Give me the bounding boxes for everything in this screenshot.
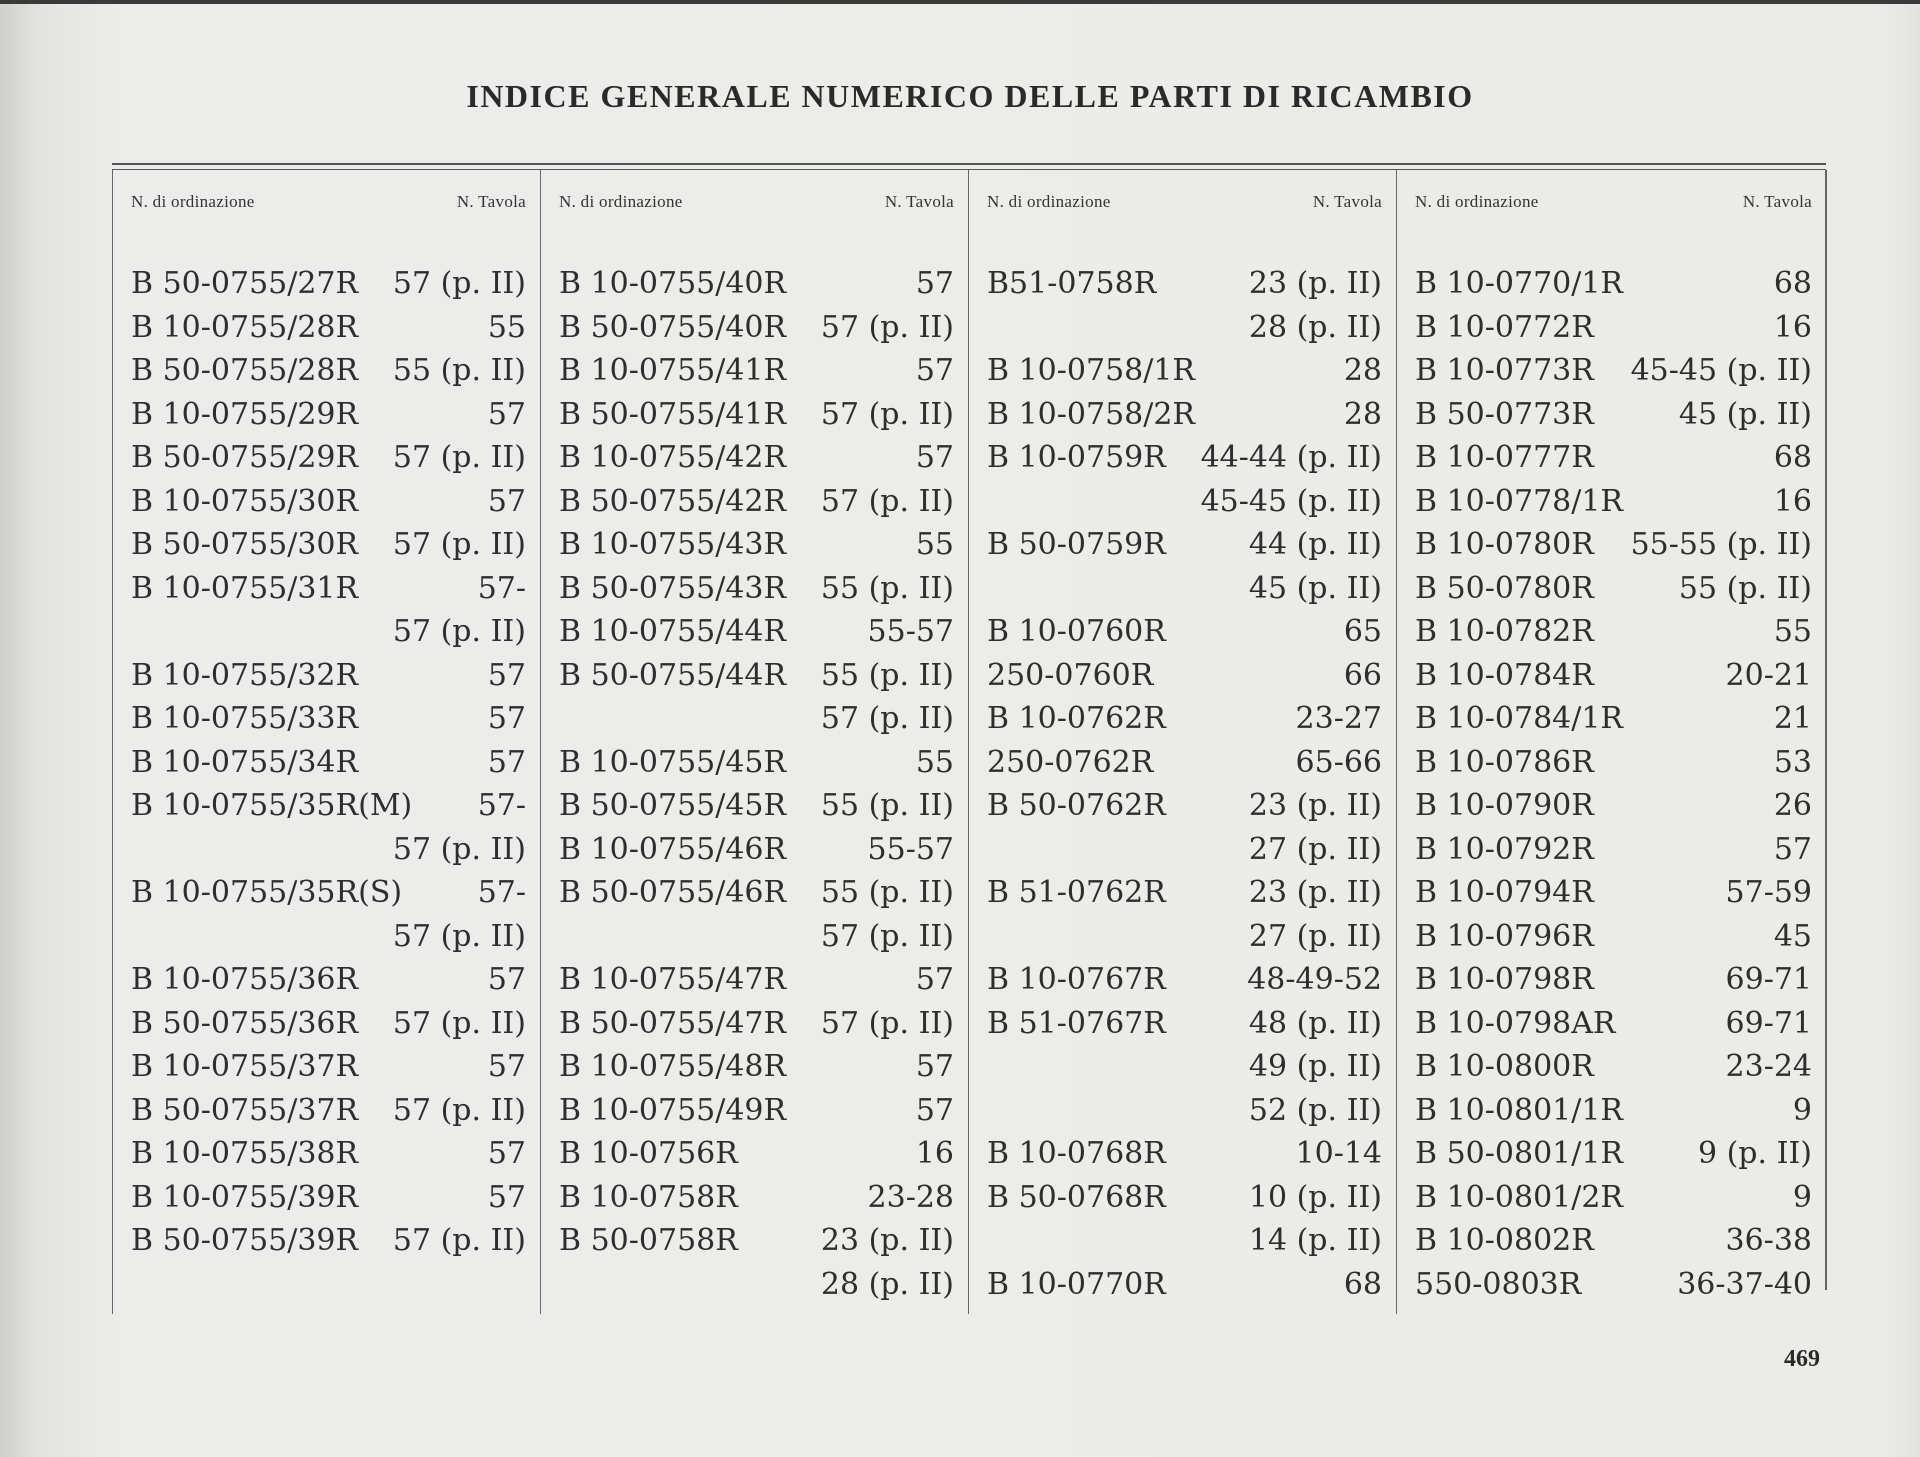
tavola-number: 26 xyxy=(1773,788,1812,823)
order-number: B 10-0755/33R xyxy=(131,701,359,736)
order-number: B 10-0770/1R xyxy=(1415,266,1624,301)
table-row xyxy=(1397,828,1826,872)
order-number: B 50-0755/39R xyxy=(131,1223,359,1258)
column-rows xyxy=(1397,262,1826,1306)
table-row xyxy=(969,958,1396,1002)
tavola-number: 57 (p. II) xyxy=(820,918,954,954)
table-row xyxy=(1397,741,1826,785)
order-number: B 10-0755/42R xyxy=(559,440,787,475)
tavola-number: 55 (p. II) xyxy=(820,570,954,606)
table-row xyxy=(1397,1002,1826,1046)
order-number: B 10-0758/1R xyxy=(987,353,1196,388)
tavola-number: 57 xyxy=(915,440,954,475)
table-row xyxy=(1397,654,1826,698)
table-row xyxy=(1397,436,1826,480)
order-number: 250-0760R xyxy=(987,657,1154,693)
table-row xyxy=(969,393,1396,437)
tavola-number: 65 xyxy=(1343,614,1382,649)
order-number: 550-0803R xyxy=(1415,1266,1582,1302)
order-number: B 10-0758/2R xyxy=(987,396,1196,432)
order-number: B 10-0778/1R xyxy=(1415,483,1624,519)
order-number: B 50-0755/37R xyxy=(131,1092,359,1128)
order-number: B 10-0755/32R xyxy=(131,657,359,693)
order-number: B 50-0755/29R xyxy=(131,440,359,475)
table-row xyxy=(541,1132,968,1176)
order-number: B 10-0767R xyxy=(987,962,1166,997)
index-column-3 xyxy=(968,170,1396,1314)
order-number: B 10-0759R xyxy=(987,440,1166,475)
table-row xyxy=(113,784,540,828)
table-row xyxy=(541,349,968,393)
table-row xyxy=(113,654,540,698)
table-row xyxy=(541,784,968,828)
tavola-number: 45-45 (p. II) xyxy=(1630,353,1812,388)
tavola-number: 23 (p. II) xyxy=(1248,875,1382,910)
tavola-number: 57 (p. II) xyxy=(392,527,526,562)
order-number: B 10-0768R xyxy=(987,1136,1166,1171)
table-row xyxy=(541,436,968,480)
table-row xyxy=(113,436,540,480)
tavola-number: 48 (p. II) xyxy=(1248,1005,1382,1041)
tavola-number: 68 xyxy=(1773,266,1812,301)
tavola-number: 57- xyxy=(477,788,526,823)
table-row xyxy=(541,915,968,959)
table-row xyxy=(969,1176,1396,1220)
table-row xyxy=(113,610,540,654)
order-number: B 51-0767R xyxy=(987,1005,1166,1041)
tavola-number: 57 xyxy=(915,353,954,388)
order-number: B 10-0801/1R xyxy=(1415,1092,1624,1128)
table-row xyxy=(1397,1132,1826,1176)
table-row xyxy=(541,654,968,698)
order-number: B 10-0755/48R xyxy=(559,1049,787,1084)
table-row xyxy=(113,523,540,567)
tavola-number: 44-44 (p. II) xyxy=(1200,440,1382,475)
tavola-number: 57 xyxy=(915,1049,954,1084)
order-number: B 50-0768R xyxy=(987,1179,1166,1215)
table-row xyxy=(541,828,968,872)
order-number: B 10-0755/45R xyxy=(559,744,787,780)
table-row xyxy=(969,871,1396,915)
tavola-number: 10 (p. II) xyxy=(1248,1179,1382,1215)
order-number: B 10-0784/1R xyxy=(1415,701,1624,736)
tavola-number: 28 (p. II) xyxy=(1248,309,1382,345)
table-row xyxy=(541,741,968,785)
order-number: B 50-0755/47R xyxy=(559,1005,787,1041)
order-number: B 10-0755/35R(M) xyxy=(131,788,413,823)
table-row xyxy=(1397,697,1826,741)
order-number: B 10-0773R xyxy=(1415,353,1594,388)
order-number: B 10-0755/30R xyxy=(131,483,359,519)
tavola-number: 23 (p. II) xyxy=(1248,266,1382,301)
table-row xyxy=(1397,262,1826,306)
tavola-number: 23-24 xyxy=(1725,1049,1812,1084)
table-row xyxy=(541,871,968,915)
table-row xyxy=(969,1089,1396,1133)
tavola-number: 57 (p. II) xyxy=(820,1005,954,1041)
order-number: B 10-0755/36R xyxy=(131,962,359,997)
table-row xyxy=(1397,349,1826,393)
table-row xyxy=(113,1089,540,1133)
table-row xyxy=(969,567,1396,611)
tavola-number: 16 xyxy=(1773,483,1812,519)
order-number: B 10-0755/47R xyxy=(559,962,787,997)
table-row xyxy=(1397,1176,1826,1220)
tavola-number: 57 (p. II) xyxy=(392,266,526,301)
order-number: B 10-0790R xyxy=(1415,788,1594,823)
tavola-number: 52 (p. II) xyxy=(1248,1092,1382,1128)
order-number: B 10-0755/29R xyxy=(131,396,359,432)
table-row xyxy=(541,1219,968,1263)
table-row xyxy=(541,480,968,524)
tavola-number: 69-71 xyxy=(1725,1005,1812,1041)
order-number: B 10-0755/40R xyxy=(559,266,787,301)
header-tavola-label: N. Tavola xyxy=(456,192,526,211)
order-number: B 10-0770R xyxy=(987,1266,1166,1302)
order-number: B 10-0772R xyxy=(1415,309,1594,345)
header-code-label: N. di ordinazione xyxy=(131,192,255,211)
tavola-number: 55-57 xyxy=(867,831,954,867)
order-number: B 50-0755/41R xyxy=(559,396,787,432)
header-code-label: N. di ordinazione xyxy=(559,192,683,211)
header-tavola-label: N. Tavola xyxy=(1312,192,1382,211)
table-row xyxy=(969,1132,1396,1176)
tavola-number: 57 xyxy=(1773,831,1812,867)
table-row xyxy=(541,262,968,306)
tavola-number: 10-14 xyxy=(1295,1136,1382,1171)
table-row xyxy=(969,610,1396,654)
order-number: B 50-0755/40R xyxy=(559,309,787,345)
tavola-number: 69-71 xyxy=(1725,962,1812,997)
header-tavola-label: N. Tavola xyxy=(884,192,954,211)
tavola-number: 57 (p. II) xyxy=(392,918,526,954)
tavola-number: 57 xyxy=(487,483,526,519)
table-right-border xyxy=(1825,170,1827,1290)
table-row xyxy=(1397,480,1826,524)
index-column-1 xyxy=(112,170,540,1314)
table-row xyxy=(969,828,1396,872)
order-number: B 10-0755/39R xyxy=(131,1179,359,1215)
table-row xyxy=(113,1132,540,1176)
tavola-number: 16 xyxy=(915,1136,954,1171)
order-number: B 10-0755/41R xyxy=(559,353,787,388)
table-row xyxy=(541,610,968,654)
tavola-number: 28 xyxy=(1343,353,1382,388)
tavola-number: 57 xyxy=(487,657,526,693)
tavola-number: 48-49-52 xyxy=(1247,962,1382,997)
column-rows xyxy=(113,262,540,1263)
tavola-number: 57 (p. II) xyxy=(392,614,526,649)
tavola-number: 23-28 xyxy=(867,1179,954,1215)
tavola-number: 23 (p. II) xyxy=(820,1223,954,1258)
table-row xyxy=(1397,1045,1826,1089)
order-number: B 10-0798R xyxy=(1415,962,1594,997)
tavola-number: 55 xyxy=(915,744,954,780)
parts-index-table xyxy=(112,170,1826,1314)
tavola-number: 57 (p. II) xyxy=(392,1223,526,1258)
table-row xyxy=(541,1002,968,1046)
table-row xyxy=(113,958,540,1002)
tavola-number: 55 xyxy=(1773,614,1812,649)
table-row xyxy=(1397,393,1826,437)
header-code-label: N. di ordinazione xyxy=(987,192,1111,211)
table-row xyxy=(969,306,1396,350)
table-row xyxy=(969,436,1396,480)
table-row xyxy=(969,1002,1396,1046)
table-row xyxy=(541,393,968,437)
order-number: B 50-0755/30R xyxy=(131,527,359,562)
order-number: B 51-0762R xyxy=(987,875,1166,910)
table-row xyxy=(113,871,540,915)
table-row xyxy=(113,828,540,872)
tavola-number: 20-21 xyxy=(1725,657,1812,693)
table-row xyxy=(1397,610,1826,654)
tavola-number: 57 xyxy=(487,1179,526,1215)
tavola-number: 57 xyxy=(487,1136,526,1171)
table-row xyxy=(1397,306,1826,350)
table-row xyxy=(113,1045,540,1089)
order-number: B 10-0755/35R(S) xyxy=(131,875,403,910)
order-number: B 10-0782R xyxy=(1415,614,1594,649)
order-number: B 10-0798AR xyxy=(1415,1005,1616,1041)
tavola-number: 55 (p. II) xyxy=(1678,570,1812,606)
table-row xyxy=(1397,871,1826,915)
table-row xyxy=(1397,523,1826,567)
index-column-2 xyxy=(540,170,968,1314)
table-row xyxy=(113,1002,540,1046)
order-number: B 10-0800R xyxy=(1415,1049,1594,1084)
tavola-number: 65-66 xyxy=(1295,744,1382,780)
tavola-number: 57 (p. II) xyxy=(392,1092,526,1128)
order-number: B 50-0762R xyxy=(987,788,1166,823)
tavola-number: 21 xyxy=(1773,701,1812,736)
table-row xyxy=(541,958,968,1002)
tavola-number: 57 xyxy=(487,744,526,780)
table-row xyxy=(969,784,1396,828)
table-row xyxy=(541,1045,968,1089)
table-row xyxy=(541,1176,968,1220)
tavola-number: 27 (p. II) xyxy=(1248,831,1382,867)
order-number: B 10-0755/46R xyxy=(559,831,787,867)
tavola-number: 36-38 xyxy=(1725,1223,1812,1258)
order-number: B 50-0755/46R xyxy=(559,875,787,910)
order-number: B 10-0756R xyxy=(559,1136,738,1171)
tavola-number: 36-37-40 xyxy=(1677,1266,1812,1302)
tavola-number: 57 (p. II) xyxy=(392,1005,526,1041)
order-number: B 50-0773R xyxy=(1415,396,1594,432)
order-number: B 10-0755/43R xyxy=(559,527,787,562)
tavola-number: 9 xyxy=(1792,1092,1812,1128)
tavola-number: 16 xyxy=(1773,309,1812,345)
table-row xyxy=(969,1045,1396,1089)
tavola-number: 57- xyxy=(477,875,526,910)
table-row xyxy=(541,523,968,567)
table-row xyxy=(113,393,540,437)
table-row xyxy=(541,1089,968,1133)
tavola-number: 53 xyxy=(1773,744,1812,780)
order-number: B 10-0755/49R xyxy=(559,1092,787,1128)
order-number: B 50-0755/42R xyxy=(559,483,787,519)
tavola-number: 55 (p. II) xyxy=(392,353,526,388)
tavola-number: 45 (p. II) xyxy=(1678,396,1812,432)
table-row xyxy=(969,349,1396,393)
table-row xyxy=(541,697,968,741)
order-number: B 50-0780R xyxy=(1415,570,1594,606)
tavola-number: 45 xyxy=(1773,918,1812,954)
title-rule xyxy=(112,163,1826,165)
header-code-label: N. di ordinazione xyxy=(1415,192,1539,211)
order-number: B 50-0755/28R xyxy=(131,353,359,388)
tavola-number: 57 xyxy=(915,266,954,301)
page-number: 469 xyxy=(1784,1346,1820,1372)
tavola-number: 55 xyxy=(915,527,954,562)
table-row xyxy=(969,741,1396,785)
tavola-number: 57 xyxy=(487,1049,526,1084)
order-number: B51-0758R xyxy=(987,266,1157,301)
table-row xyxy=(113,567,540,611)
table-row xyxy=(969,915,1396,959)
tavola-number: 9 (p. II) xyxy=(1697,1136,1812,1171)
tavola-number: 68 xyxy=(1773,440,1812,475)
order-number: B 10-0780R xyxy=(1415,527,1594,562)
table-row xyxy=(113,349,540,393)
table-row xyxy=(969,1219,1396,1263)
header-tavola-label: N. Tavola xyxy=(1742,192,1812,211)
column-rows xyxy=(541,262,968,1306)
tavola-number: 55 (p. II) xyxy=(820,657,954,693)
table-row xyxy=(1397,1089,1826,1133)
order-number: B 10-0792R xyxy=(1415,831,1594,867)
table-row xyxy=(969,262,1396,306)
table-row xyxy=(1397,1219,1826,1263)
order-number: B 10-0755/44R xyxy=(559,614,787,649)
tavola-number: 57 xyxy=(487,701,526,736)
table-row xyxy=(541,1263,968,1307)
order-number: B 10-0755/28R xyxy=(131,309,359,345)
tavola-number: 45-45 (p. II) xyxy=(1200,483,1382,519)
table-row xyxy=(113,1219,540,1263)
page-top-edge xyxy=(0,0,1920,4)
order-number: B 10-0802R xyxy=(1415,1223,1594,1258)
tavola-number: 44 (p. II) xyxy=(1248,527,1382,562)
tavola-number: 57 (p. II) xyxy=(820,309,954,345)
order-number: B 50-0801/1R xyxy=(1415,1136,1624,1171)
order-number: B 10-0794R xyxy=(1415,875,1594,910)
order-number: B 10-0760R xyxy=(987,614,1166,649)
table-row xyxy=(969,654,1396,698)
column-rows xyxy=(969,262,1396,1306)
order-number: B 10-0755/38R xyxy=(131,1136,359,1171)
table-row xyxy=(113,262,540,306)
order-number: B 50-0758R xyxy=(559,1223,738,1258)
table-row xyxy=(113,1176,540,1220)
table-row xyxy=(969,523,1396,567)
order-number: B 50-0755/27R xyxy=(131,266,359,301)
table-row xyxy=(113,697,540,741)
table-row xyxy=(113,741,540,785)
tavola-number: 23-27 xyxy=(1295,701,1382,736)
tavola-number: 57 (p. II) xyxy=(820,483,954,519)
order-number: B 10-0796R xyxy=(1415,918,1594,954)
tavola-number: 57 xyxy=(915,1092,954,1128)
tavola-number: 57 (p. II) xyxy=(820,701,954,736)
tavola-number: 55 xyxy=(487,309,526,345)
table-row xyxy=(1397,958,1826,1002)
table-row xyxy=(113,306,540,350)
order-number: B 10-0755/31R xyxy=(131,570,359,606)
table-row xyxy=(541,567,968,611)
order-number: 250-0762R xyxy=(987,744,1154,780)
table-row xyxy=(969,697,1396,741)
table-row xyxy=(1397,567,1826,611)
order-number: B 50-0755/44R xyxy=(559,657,787,693)
tavola-number: 23 (p. II) xyxy=(1248,788,1382,823)
tavola-number: 66 xyxy=(1343,657,1382,693)
order-number: B 10-0758R xyxy=(559,1179,738,1215)
tavola-number: 28 (p. II) xyxy=(820,1266,954,1302)
tavola-number: 68 xyxy=(1343,1266,1382,1302)
order-number: B 10-0755/37R xyxy=(131,1049,359,1084)
tavola-number: 57-59 xyxy=(1725,875,1812,910)
table-row xyxy=(113,915,540,959)
order-number: B 10-0762R xyxy=(987,701,1166,736)
page-title: INDICE GENERALE NUMERICO DELLE PARTI DI RICAMBIO xyxy=(466,78,1474,114)
table-row xyxy=(1397,915,1826,959)
table-row xyxy=(969,1263,1396,1307)
order-number: B 50-0755/45R xyxy=(559,788,787,823)
tavola-number: 57 xyxy=(915,962,954,997)
order-number: B 10-0784R xyxy=(1415,657,1594,693)
tavola-number: 28 xyxy=(1343,396,1382,432)
order-number: B 10-0786R xyxy=(1415,744,1594,780)
table-row xyxy=(1397,784,1826,828)
tavola-number: 57 xyxy=(487,396,526,432)
table-row xyxy=(969,480,1396,524)
tavola-number: 57 (p. II) xyxy=(392,440,526,475)
table-row xyxy=(541,306,968,350)
tavola-number: 55-57 xyxy=(867,614,954,649)
tavola-number: 55-55 (p. II) xyxy=(1630,527,1812,562)
order-number: B 50-0755/36R xyxy=(131,1005,359,1041)
index-column-4 xyxy=(1396,170,1826,1314)
tavola-number: 27 (p. II) xyxy=(1248,918,1382,954)
tavola-number: 57 xyxy=(487,962,526,997)
tavola-number: 57- xyxy=(477,570,526,606)
tavola-number: 49 (p. II) xyxy=(1248,1049,1382,1084)
tavola-number: 55 (p. II) xyxy=(820,875,954,910)
tavola-number: 9 xyxy=(1792,1179,1812,1215)
tavola-number: 45 (p. II) xyxy=(1248,570,1382,606)
table-row xyxy=(1397,1263,1826,1307)
table-row xyxy=(113,480,540,524)
order-number: B 10-0777R xyxy=(1415,440,1594,475)
order-number: B 10-0801/2R xyxy=(1415,1179,1624,1215)
order-number: B 10-0755/34R xyxy=(131,744,359,780)
tavola-number: 55 (p. II) xyxy=(820,788,954,823)
tavola-number: 14 (p. II) xyxy=(1248,1223,1382,1258)
order-number: B 50-0755/43R xyxy=(559,570,787,606)
tavola-number: 57 (p. II) xyxy=(820,396,954,432)
tavola-number: 57 (p. II) xyxy=(392,831,526,867)
order-number: B 50-0759R xyxy=(987,527,1166,562)
